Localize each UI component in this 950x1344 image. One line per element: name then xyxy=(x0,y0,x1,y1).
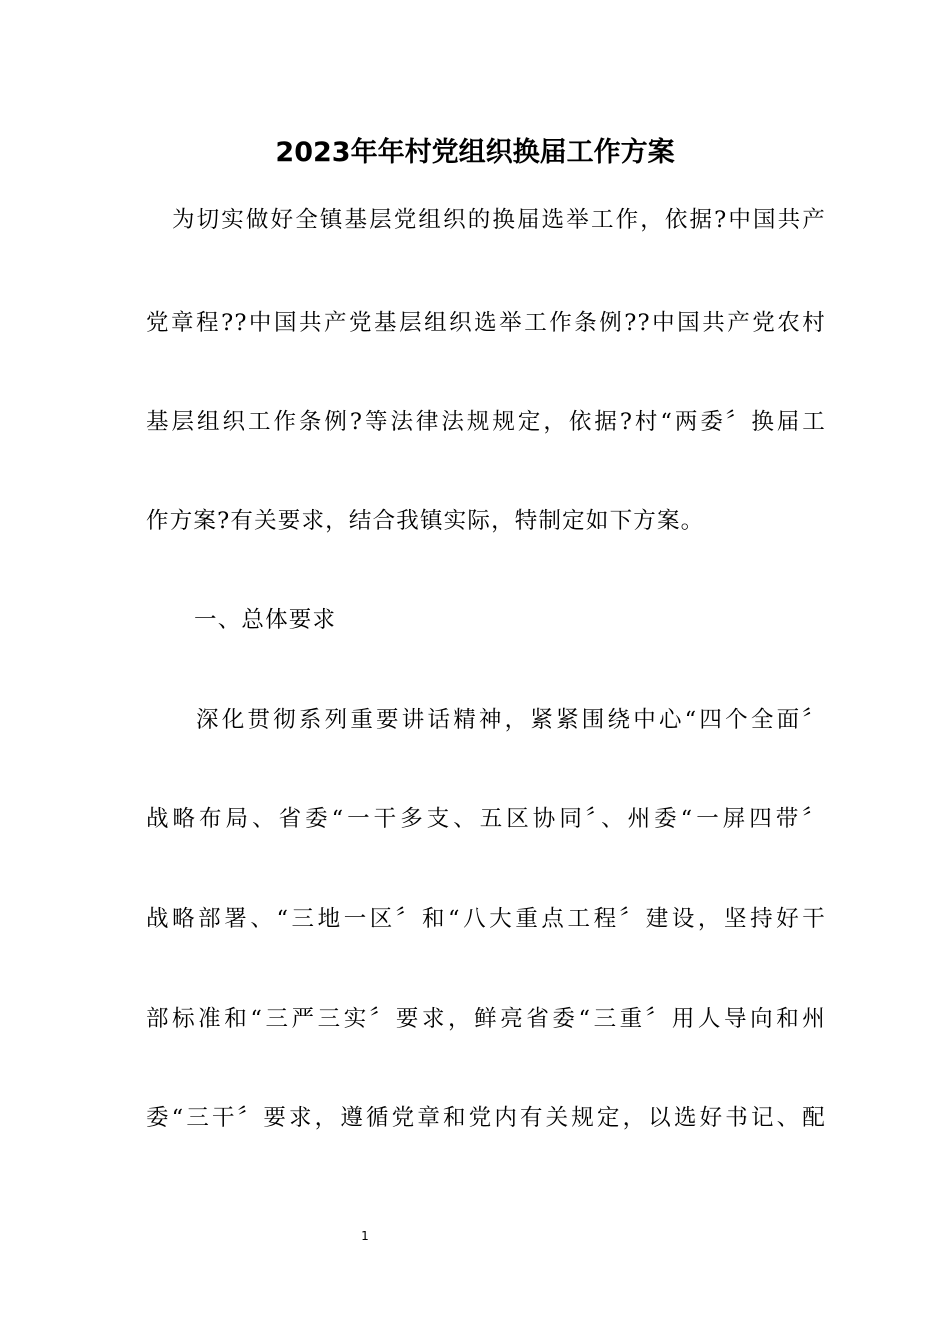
paragraph-line-1: 为切实做好全镇基层党组织的换届选举工作，依据?中国共产 xyxy=(172,207,826,233)
document-title: 2023年年村党组织换届工作方案 xyxy=(275,137,675,168)
section-heading: 一、总体要求 xyxy=(194,607,337,633)
paragraph-line-9: 委“三干〞要求，遵循党章和党内有关规定，以选好书记、配 xyxy=(146,1105,826,1131)
paragraph-line-2: 党章程??中国共产党基层组织选举工作条例??中国共产党农村 xyxy=(146,310,826,336)
paragraph-line-4: 作方案?有关要求，结合我镇实际，特制定如下方案。 xyxy=(146,508,705,534)
paragraph-line-6: 战略布局、省委“一干多支、五区协同〞、州委“一屏四带〞 xyxy=(146,806,826,832)
paragraph-line-8: 部标准和“三严三实〞要求，鲜亮省委“三重〞用人导向和州 xyxy=(146,1006,826,1032)
page-number: 1 xyxy=(361,1229,369,1243)
paragraph-line-3: 基层组织工作条例?等法律法规规定，依据?村“两委〞换届工 xyxy=(146,409,826,435)
paragraph-line-5: 深化贯彻系列重要讲话精神，紧紧围绕中心“四个全面〞 xyxy=(196,707,826,733)
paragraph-line-7: 战略部署、“三地一区〞和“八大重点工程〞建设，坚持好干 xyxy=(146,906,826,932)
